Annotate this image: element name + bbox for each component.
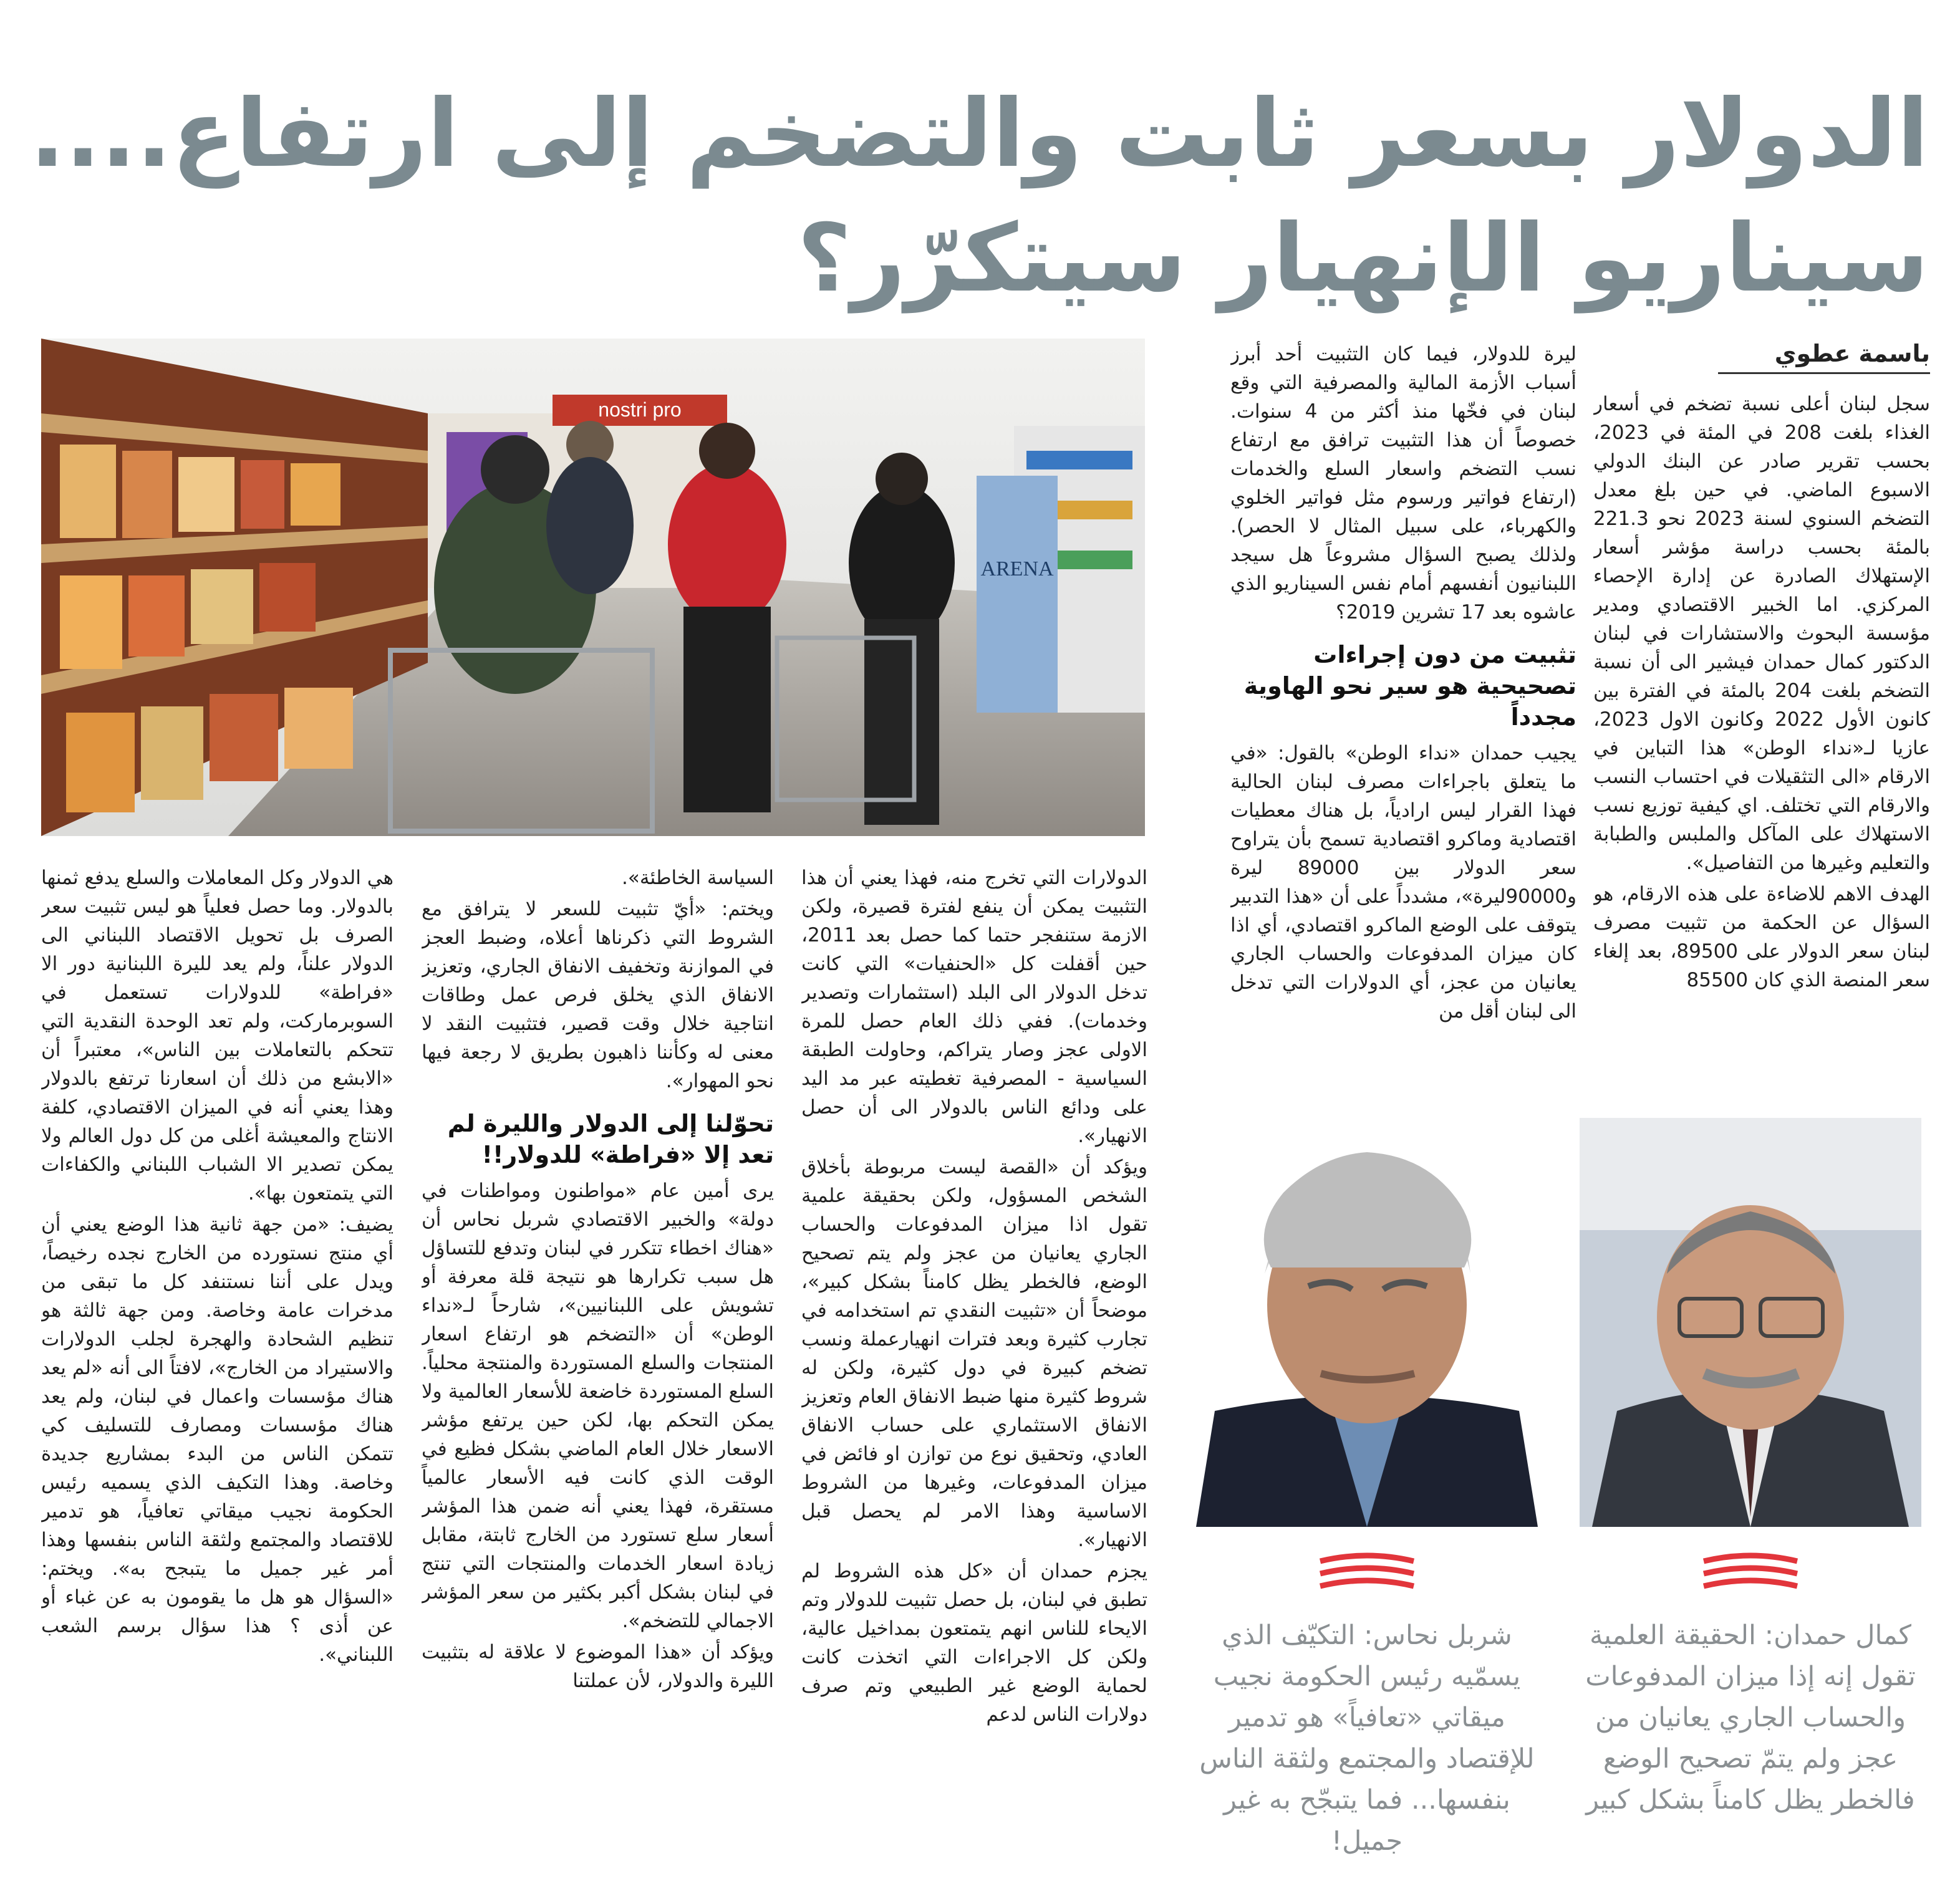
subheading-fixing-without-reform: تثبيت من دون إجراءات تصحيحية هو سير نحو الهاوية مجدداً <box>1243 641 1576 731</box>
headline-line-2: سيناريو الإنهيار سيتكرّر؟ <box>797 204 1929 313</box>
article-column-4 <box>422 864 774 1855</box>
caption-kamal-hamdan-text: الحقيقة العلمية تقول إنه إذا ميزان المدفوعات والحساب الجاري يعانيان من عجز ولم يتمّ تصحيح الوضع فالخطر يظل كامناً بشكل كبير <box>1585 1620 1916 1816</box>
article-column-1 <box>1593 390 1930 1082</box>
column-2-paragraph: يجيب حمدان «نداء الوطن» بالقول: «في ما يتعلق باجراءات مصرف لبنان الحالية فهذا القرار ليس ارادياً، بل هناك معطيات اقتصادية وماكرو اقتصادية تسمح بأن يتراوح سعر الدولار بين 89000 ليرة و90000ليرة»، مشدداً على أن «هذا التدبير يتوقف على الوضع الماكرو اقتصادي، أي اذا كان ميزان المدفوعات والحساب الجاري يعانيان من عجز، أي الدولارات التي تدخل الى لبنان أقل من <box>1230 742 1576 1022</box>
column-2-paragraph: ليرة للدولار، فيما كان التثبيت أحد أبرز أسباب الأزمة المالية والمصرفية التي وقع لبنان في فخّها منذ أكثر من 4 سنوات. خصوصاً أن هذا التثبيت ترافق مع ارتفاع نسب التضخم واسعار السلع والخدمات (ارتفاع فواتير ورسوم مثل فواتير الخلوي والكهرباء، على سبيل المثال لا الحصر). ولذلك يصبح السؤال مشروعاً هل سيجد اللبنانيون أنفسهم أمام نفس السيناريو الذي عاشوه بعد 17 تشرين 2019؟ <box>1230 343 1576 623</box>
column-4-paragraph: يرى أمين عام «مواطنون ومواطنات في دولة» والخبير الاقتصادي شربل نحاس أن «هناك اخطاء تتكرر في لبنان وتدفع للتساؤل هل سبب تكرارها هو نتيجة قلة معرفة أو تشويش على اللبنانيين»، شارحاً لـ«نداء الوطن» أن «التضخم هو ارتفاع اسعار المنتجات والسلع المستوردة والمنتجة محلياً. السلع المستوردة خاضعة للأسعار العالمية ولا يمكن التحكم بها، لكن حين يرتفع مؤشر الاسعار خلال العام الماضي بشكل فظيع في الوقت الذي كانت فيه الأسعار عالمياً مستقرة، فهذا يعني أنه ضمن هذا المؤشر أسعار سلع تستورد من الخارج ثابتة، مقابل زيادة اسعار الخدمات والمنتجات التي تنتج في لبنان بشكل أكبر بكثير من سعر المؤشر الاجمالي للتضخم». <box>422 1180 774 1632</box>
caption-charbel-nahhas-name: شربل نحاس: <box>1364 1620 1512 1651</box>
article-column-3 <box>801 864 1147 1855</box>
column-4-paragraph: السياسة الخاطئة». <box>622 867 774 889</box>
store-sign-text: nostri pro <box>598 398 682 421</box>
portrait-kamal-hamdan-image <box>1580 1118 1921 1527</box>
column-1-paragraph: سجل لبنان أعلى نسبة تضخم في أسعار الغذاء بلغت 208 في المئة في 2023، بحسب تقرير صادر عن البنك الدولي الاسبوع الماضي. في حين بلغ معدل التضخم السنوي لسنة 2023 نحو 221.3 بالمئة بحسب دراسة مؤشر أسعار الإستهلاك الصادرة عن إدارة الإحصاء المركزي. اما الخبير الاقتصادي ومدير مؤسسة البحوث والاستشارات في لبنان الدكتور كمال حمدان فيشير الى أن نسبة التضخم بلغت 204 بالمئة في الفترة بين كانون الأول 2022 وكانون الاول 2023، عازيا لـ«نداء الوطن» هذا التباين في الارقام «الى التثقيلات في احتساب النسب والارقام التي تختلف. اي كيفية توزيع نسب الاستهلاك على المآكل والملبس والطبابة والتعليم وغيرها من التفاصيل». <box>1593 393 1930 874</box>
column-3-paragraph: ويؤكد أن «القصة ليست مربوطة بأخلاق الشخص المسؤول، ولكن بحقيقة علمية تقول اذا ميزان المدفوعات والحساب الجاري يعانيان من عجز ولم يتم تصحيح الوضع، فالخطر يظل كامناً بشكل كبير»، موضحاً أن «تثبيت النقدي تم استخدامه في تجارب كثيرة وبعد فترات انهيارعملة ونسب تضخم كبيرة في دول كثيرة، ولكن له شروط كثيرة منها ضبط الانفاق العام وتعزيز الانفاق الاستثماري على حساب الانفاق العادي، وتحقيق نوع من توازن او فائض في ميزان المدفوعات، وغيرها من الشروط الاساسية وهذا الامر لم يحصل قبل الانهيار». <box>801 1156 1147 1551</box>
article-column-2 <box>1230 340 1576 1082</box>
supermarket-photo-image <box>41 339 1145 836</box>
headline-line-1: الدولار بسعر ثابت والتضخم إلى ارتفاع.... <box>29 80 1929 188</box>
decorative-stripes-hamdan <box>1701 1550 1800 1594</box>
article-column-5 <box>41 864 393 1855</box>
column-1-paragraph: الهدف الاهم للاضاءة على هذه الارقام، هو السؤال عن الحكمة من تثبيت مصرف لبنان سعر الدولار على 89500، بعد إلغاء سعر المنصة الذي كان 85500 <box>1593 883 1930 991</box>
column-5-paragraph: يضيف: «من جهة ثانية هذا الوضع يعني أن أي منتج نستورده من الخارج نجده رخيصاً، ويدل على أننا نستنفد كل ما تبقى من مدخرات عامة وخاصة. ومن جهة ثالثة هو تنظيم الشحادة والهجرة لجلب الدولارات والاستيراد من الخارج»، لافتاً الى أنه «لم يعد هناك مؤسسات واعمال في لبنان، ولم يعد هناك مؤسسات ومصارف للتسليف كي تتمكن الناس من البدء بمشاريع جديدة وخاصة. وهذا التكيف الذي يسميه رئيس الحكومة نجيب ميقاتي تعافياً، هو تدمير للاقتصاد والمجتمع ولثقة الناس بنفسها وهذا أمر غير جميل ما يتبجح به». ويختم: «السؤال هو هل ما يقومون به عن غباء أو عن أذى ؟ هذا سؤال برسم الشعب اللبناني». <box>41 1213 393 1666</box>
arena-sign-text: ARENA <box>980 557 1054 580</box>
portrait-charbel-nahhas-image <box>1196 1118 1538 1527</box>
decorative-stripes-nahhas <box>1317 1550 1417 1594</box>
portrait-charbel-nahhas <box>1196 1118 1538 1527</box>
portrait-kamal-hamdan <box>1580 1118 1921 1527</box>
caption-charbel-nahhas <box>1196 1615 1538 1862</box>
caption-kamal-hamdan <box>1580 1615 1921 1821</box>
byline: باسمة عطوي <box>1718 340 1930 374</box>
supermarket-photo <box>41 339 1145 836</box>
column-5-paragraph: هي الدولار وكل المعاملات والسلع يدفع ثمنها بالدولار. وما حصل فعلياً هو ليس تثبيت سعر الصرف بل تحويل الاقتصاد اللبناني الى الدولار علناً، ولم يعد لليرة اللبنانية دور الا «فراطة» للدولارات تستعمل في السوبرماركت، ولم تعد الوحدة النقدية التي تتحكم بالتعاملات بين الناس»، معتبراً أن «الابشع من ذلك أن اسعارنا ترتفع بالدولار وهذا يعني أنه في الميزان الاقتصادي، كلفة الانتاج والمعيشة أغلى من كل دول العالم ولا يمكن تصدير الا الشباب اللبناني والكفاءات التي يتمتعون بها». <box>41 867 393 1205</box>
subheading-dollarization: تحوّلنا إلى الدولار والليرة لم تعد إلا «فراطة» للدولار!! <box>447 1110 774 1168</box>
column-3-paragraph: يجزم حمدان أن «كل هذه الشروط لم تطبق في لبنان، بل حصل تثبيت للدولار وتم الايحاء للناس انهم يتمتعون بمداخيل عالية، ولكن كل الاجراءات التي اتخذت كانت لحماية الوضع غير الطبيعي وتم صرف دولارات الناس لدعم <box>801 1560 1147 1726</box>
column-4-paragraph: ويختم: «أيّ تثبيت للسعر لا يترافق مع الشروط التي ذكرناها أعلاه، وضبط العجز في الموازنة وتخفيف الانفاق الجاري، وتعزيز الانفاق الذي يخلق فرص عمل وطاقات انتاجية خلال وقت قصير، فتثبيت النقد لا معنى له وكأننا ذاهبون بطريق لا رجعة فيها نحو المهوار». <box>422 898 774 1092</box>
column-4-paragraph: ويؤكد أن «هذا الموضوع لا علاقة له بتثبيت الليرة والدولار، لأن عملتنا <box>422 1641 774 1692</box>
caption-charbel-nahhas-text: التكيّف الذي يسمّيه رئيس الحكومة نجيب ميقاتي «تعافياً» هو تدمير للإقتصاد والمجتمع ولثقة الناس بنفسها... فما يتبجّح به غير جميل! <box>1199 1620 1535 1857</box>
caption-kamal-hamdan-name: كمال حمدان: <box>1764 1620 1911 1651</box>
column-3-paragraph: الدولارات التي تخرج منه، فهذا يعني أن هذا التثبيت يمكن أن ينفع لفترة قصيرة، ولكن الازمة ستنفجر حتما كما حصل بعد 2011، حين أقفلت كل «الحنفيات» التي كانت تدخل الدولار الى البلد (استثمارات وتصدير وخدمات). ففي ذلك العام حصل للمرة الاولى عجز وصار يتراكم، وحاولت الطبقة السياسية - المصرفية تغطيته عبر مد اليد على ودائع الناس بالدولار الى أن حصل الانهيار». <box>801 867 1147 1147</box>
